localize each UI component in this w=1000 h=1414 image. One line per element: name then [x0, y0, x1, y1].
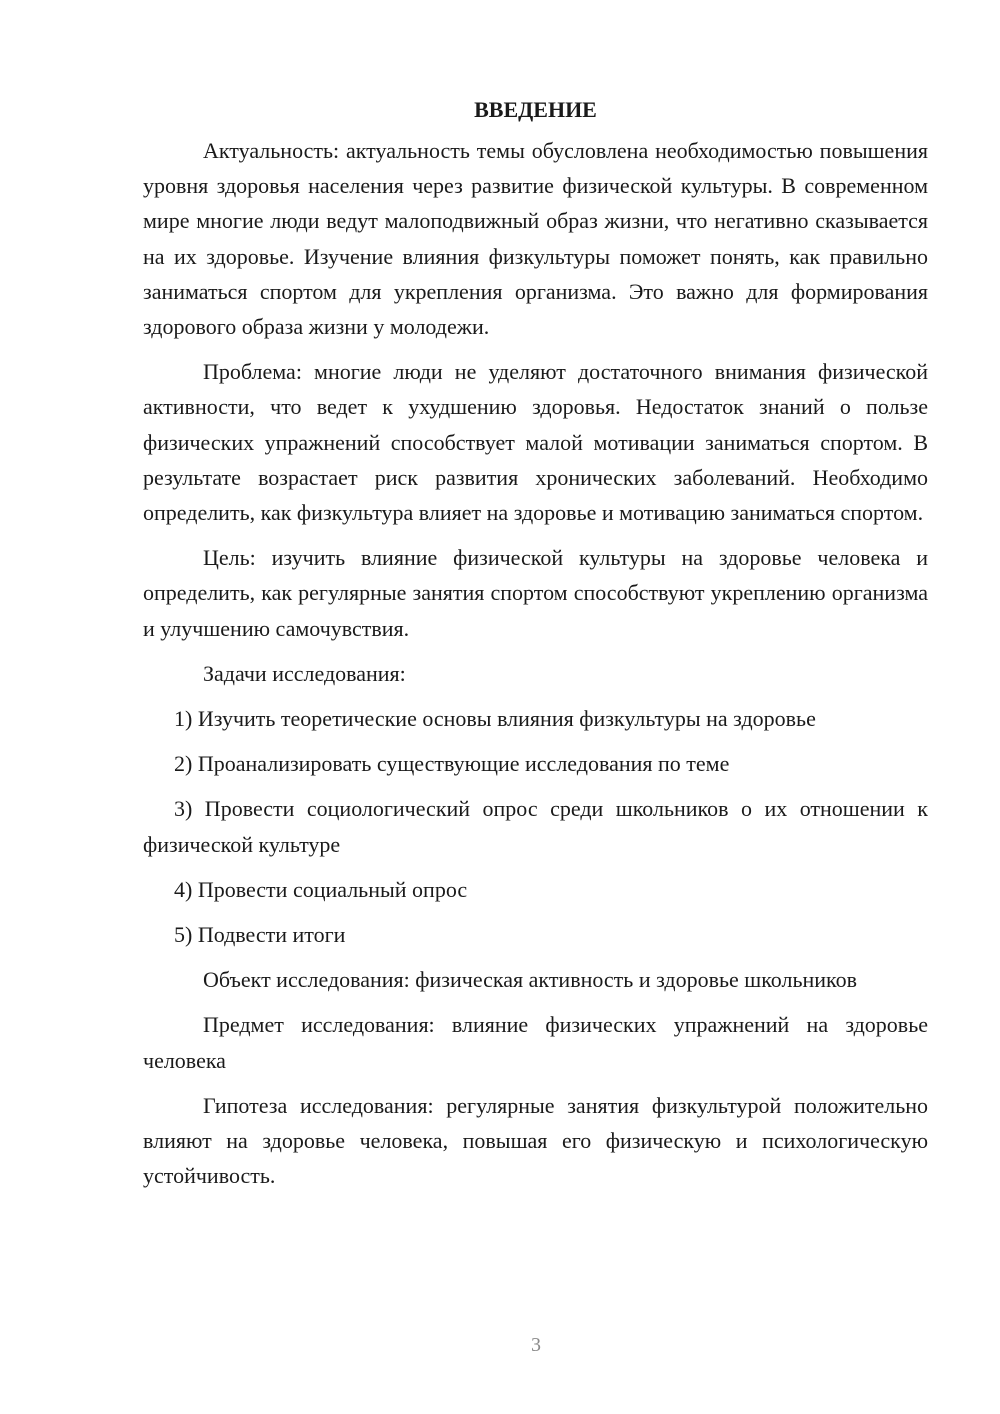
paragraph-hypothesis: Гипотеза исследования: регулярные занятия физкультурой положительно влияют на здоровье человека, повышая его физическую и психологическую устойчивость. — [143, 1092, 928, 1189]
task-item: 1) Изучить теоретические основы влияния физкультуры на здоровье — [174, 706, 816, 732]
task-item: 2) Проанализировать существующие исследования по теме — [174, 751, 730, 777]
document-title: ВВЕДЕНИЕ — [474, 97, 597, 122]
paragraph-subject: Предмет исследования: влияние физических упражнений на здоровье человека — [143, 1012, 928, 1073]
paragraph-problem: Проблема: многие люди не уделяют достаточного внимания физической активности, что ведет к ухудшению здоровья. Недостаток знаний о пользе физических упражнений способствует малой мотивации заниматься спортом. В результате возрастает риск развития хронических заболеваний. Необходимо определить, как физкультура влияет на здоровье и мотивацию заниматься спортом. — [143, 359, 928, 526]
task-item: 4) Провести социальный опрос — [174, 876, 468, 902]
paragraph-relevance: Актуальность: актуальность темы обусловлена необходимостью повышения уровня здоровья населения через развитие физической культуры. В современном мире многие люди ведут малоподвижный образ жизни, что негативно сказывается на их здоровье. Изучение влияния физкультуры поможет понять, как правильно заниматься спортом для укрепления организма. Это важно для формирования здорового образа жизни у молодежи. — [143, 138, 928, 340]
tasks-heading: Задачи исследования: — [203, 660, 406, 686]
paragraph-goal: Цель: изучить влияние физической культуры на здоровье человека и определить, как регулярные занятия спортом способствуют укреплению организма и улучшению самочувствия. — [143, 545, 928, 641]
paragraph-object: Объект исследования: физическая активность и здоровье школьников — [203, 967, 858, 993]
page-content — [143, 92, 928, 1203]
task-item: 3) Провести социологический опрос среди школьников о их отношении к физической культуре — [143, 796, 928, 857]
task-item: 5) Подвести итоги — [174, 922, 346, 948]
page-number: 3 — [531, 1334, 541, 1356]
